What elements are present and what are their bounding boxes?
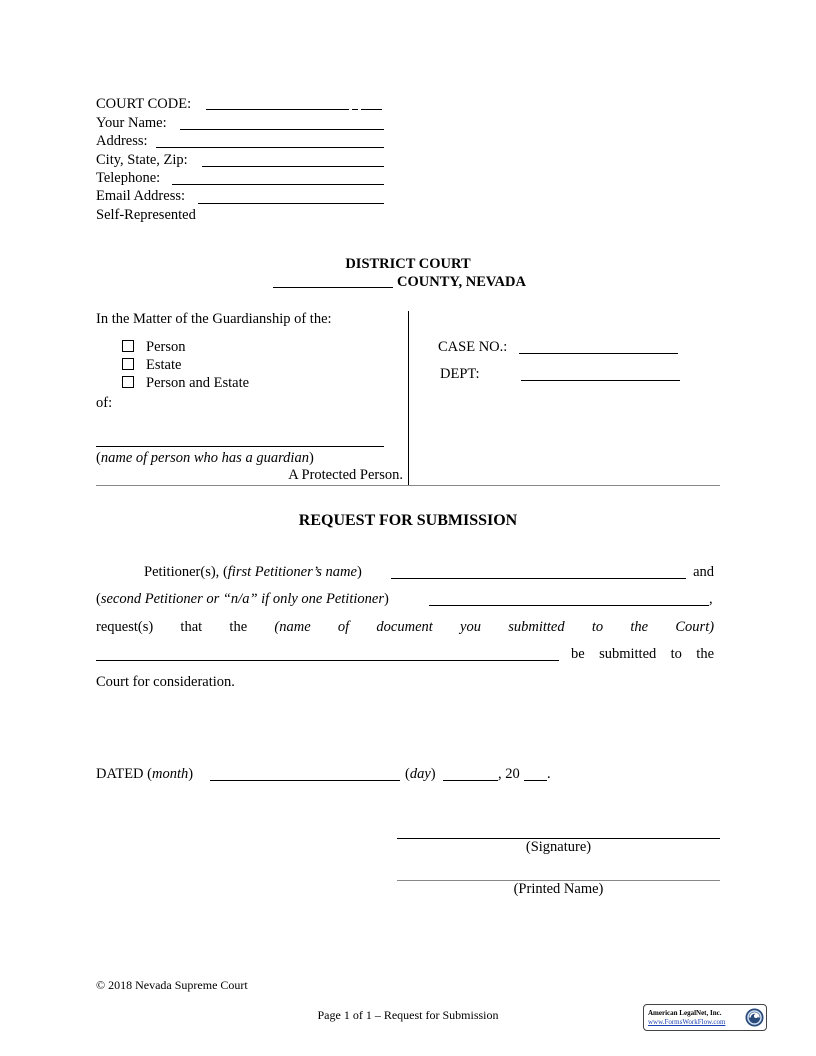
page-info: Page 1 of 1 – Request for Submission — [317, 1008, 499, 1022]
court-code-label: COURT CODE: — [96, 96, 192, 112]
email-label: Email Address: — [96, 188, 186, 204]
forms-workflow-badge[interactable] — [643, 1004, 767, 1031]
dated-label: DATED — [96, 766, 144, 782]
word-the-2: the — [696, 646, 715, 662]
body-line-2: (second Petitioner or “n/a” if only one Petitioner) — [96, 591, 389, 607]
day-field[interactable] — [443, 780, 498, 781]
badge-company: American LegalNet, Inc. — [648, 1009, 722, 1017]
day-hint: day — [409, 766, 431, 782]
second-petitioner-field[interactable] — [429, 605, 709, 606]
doc-hint-word-4: you — [460, 619, 481, 635]
year-field[interactable] — [524, 780, 547, 781]
telephone-label: Telephone: — [96, 170, 161, 186]
globe-icon — [744, 1007, 765, 1028]
month-hint: month — [152, 766, 189, 782]
court-code-separator — [352, 109, 358, 110]
email-row — [96, 187, 185, 205]
caption-divider — [408, 311, 409, 485]
court-code-field[interactable] — [206, 109, 349, 110]
first-petitioner-field[interactable] — [391, 578, 686, 579]
self-represented-label: Self-Represented — [96, 207, 196, 223]
person-checkbox[interactable] — [122, 340, 134, 352]
doc-hint-word-6: to — [591, 619, 604, 635]
and-word: and — [693, 564, 714, 580]
court-code-suffix-field[interactable] — [361, 109, 382, 110]
name-hint: (name of person who has a guardian) — [96, 450, 314, 466]
option-person[interactable] — [122, 338, 185, 356]
line-2-comma: , — [709, 591, 713, 607]
self-represented-row — [96, 206, 196, 224]
dept-field[interactable] — [521, 380, 680, 381]
option-estate-label: Estate — [146, 357, 182, 373]
dated-label-group: DATED (month) — [96, 766, 194, 782]
case-no-field[interactable] — [519, 353, 678, 354]
word-submitted: submitted — [599, 646, 657, 662]
telephone-field[interactable] — [172, 184, 384, 185]
word-that: that — [180, 619, 203, 635]
month-field[interactable] — [210, 780, 400, 781]
case-no-label: CASE NO.: — [438, 339, 508, 355]
printed-name-caption: (Printed Name) — [513, 881, 604, 897]
petitioners-label: Petitioner(s), — [144, 564, 220, 580]
body-line-1: Petitioner(s), (first Petitioner’s name) — [144, 564, 362, 580]
estate-checkbox[interactable] — [122, 358, 134, 370]
word-requests: request(s) — [96, 619, 154, 635]
doc-hint-word-5: submitted — [508, 619, 565, 635]
person-and-estate-checkbox[interactable] — [122, 376, 134, 388]
address-row — [96, 132, 148, 150]
body-line-3 — [96, 618, 714, 636]
doc-hint-word-8: Court) — [675, 619, 715, 635]
caption-bottom-rule — [96, 485, 720, 486]
year-prefix: , 20 — [498, 766, 520, 782]
day-hint-group: (day) — [405, 766, 436, 782]
county-field[interactable] — [273, 287, 393, 288]
second-petitioner-hint: second Petitioner or “n/a” if only one Petitioner — [100, 591, 384, 607]
name-hint-text: name of person who has a guardian — [100, 450, 309, 466]
protected-person-name-field[interactable] — [96, 446, 384, 447]
first-petitioner-hint: first Petitioner’s name — [227, 564, 357, 580]
of-label: of: — [96, 395, 113, 411]
option-person-and-estate[interactable] — [122, 374, 249, 392]
court-code-row — [96, 95, 191, 113]
option-person-and-estate-label: Person and Estate — [146, 375, 250, 391]
email-field[interactable] — [198, 203, 384, 204]
badge-url[interactable]: www.FormsWorkFlow.com — [648, 1018, 726, 1026]
option-person-label: Person — [146, 339, 186, 355]
doc-hint-word-1: (name — [274, 619, 311, 635]
body-line-4-end — [571, 645, 714, 663]
court-name: DISTRICT COURT — [345, 256, 471, 272]
dept-label: DEPT: — [440, 366, 480, 382]
city-state-zip-label: City, State, Zip: — [96, 152, 188, 168]
doc-hint-word-2: of — [337, 619, 350, 635]
city-state-zip-row — [96, 151, 188, 169]
signature-caption: (Signature) — [525, 839, 592, 855]
doc-hint-word-7: the — [630, 619, 649, 635]
address-field[interactable] — [156, 147, 384, 148]
option-estate[interactable] — [122, 356, 181, 374]
copyright: © 2018 Nevada Supreme Court — [96, 978, 248, 992]
body-line-5: Court for consideration. — [96, 674, 235, 690]
your-name-row — [96, 114, 167, 132]
city-state-zip-field[interactable] — [202, 166, 384, 167]
county-suffix: COUNTY, NEVADA — [397, 274, 526, 290]
matter-text: In the Matter of the Guardianship of the: — [96, 311, 332, 327]
telephone-row — [96, 169, 160, 187]
address-label: Address: — [96, 133, 148, 149]
word-to: to — [670, 646, 682, 662]
your-name-field[interactable] — [180, 129, 384, 130]
document-name-field[interactable] — [96, 660, 559, 661]
word-the: the — [229, 619, 248, 635]
document-title: REQUEST FOR SUBMISSION — [298, 512, 518, 529]
protected-person-label: A Protected Person. — [288, 467, 403, 483]
word-be: be — [571, 646, 585, 662]
doc-hint-word-3: document — [376, 619, 433, 635]
your-name-label: Your Name: — [96, 115, 167, 131]
dated-period: . — [547, 766, 551, 782]
